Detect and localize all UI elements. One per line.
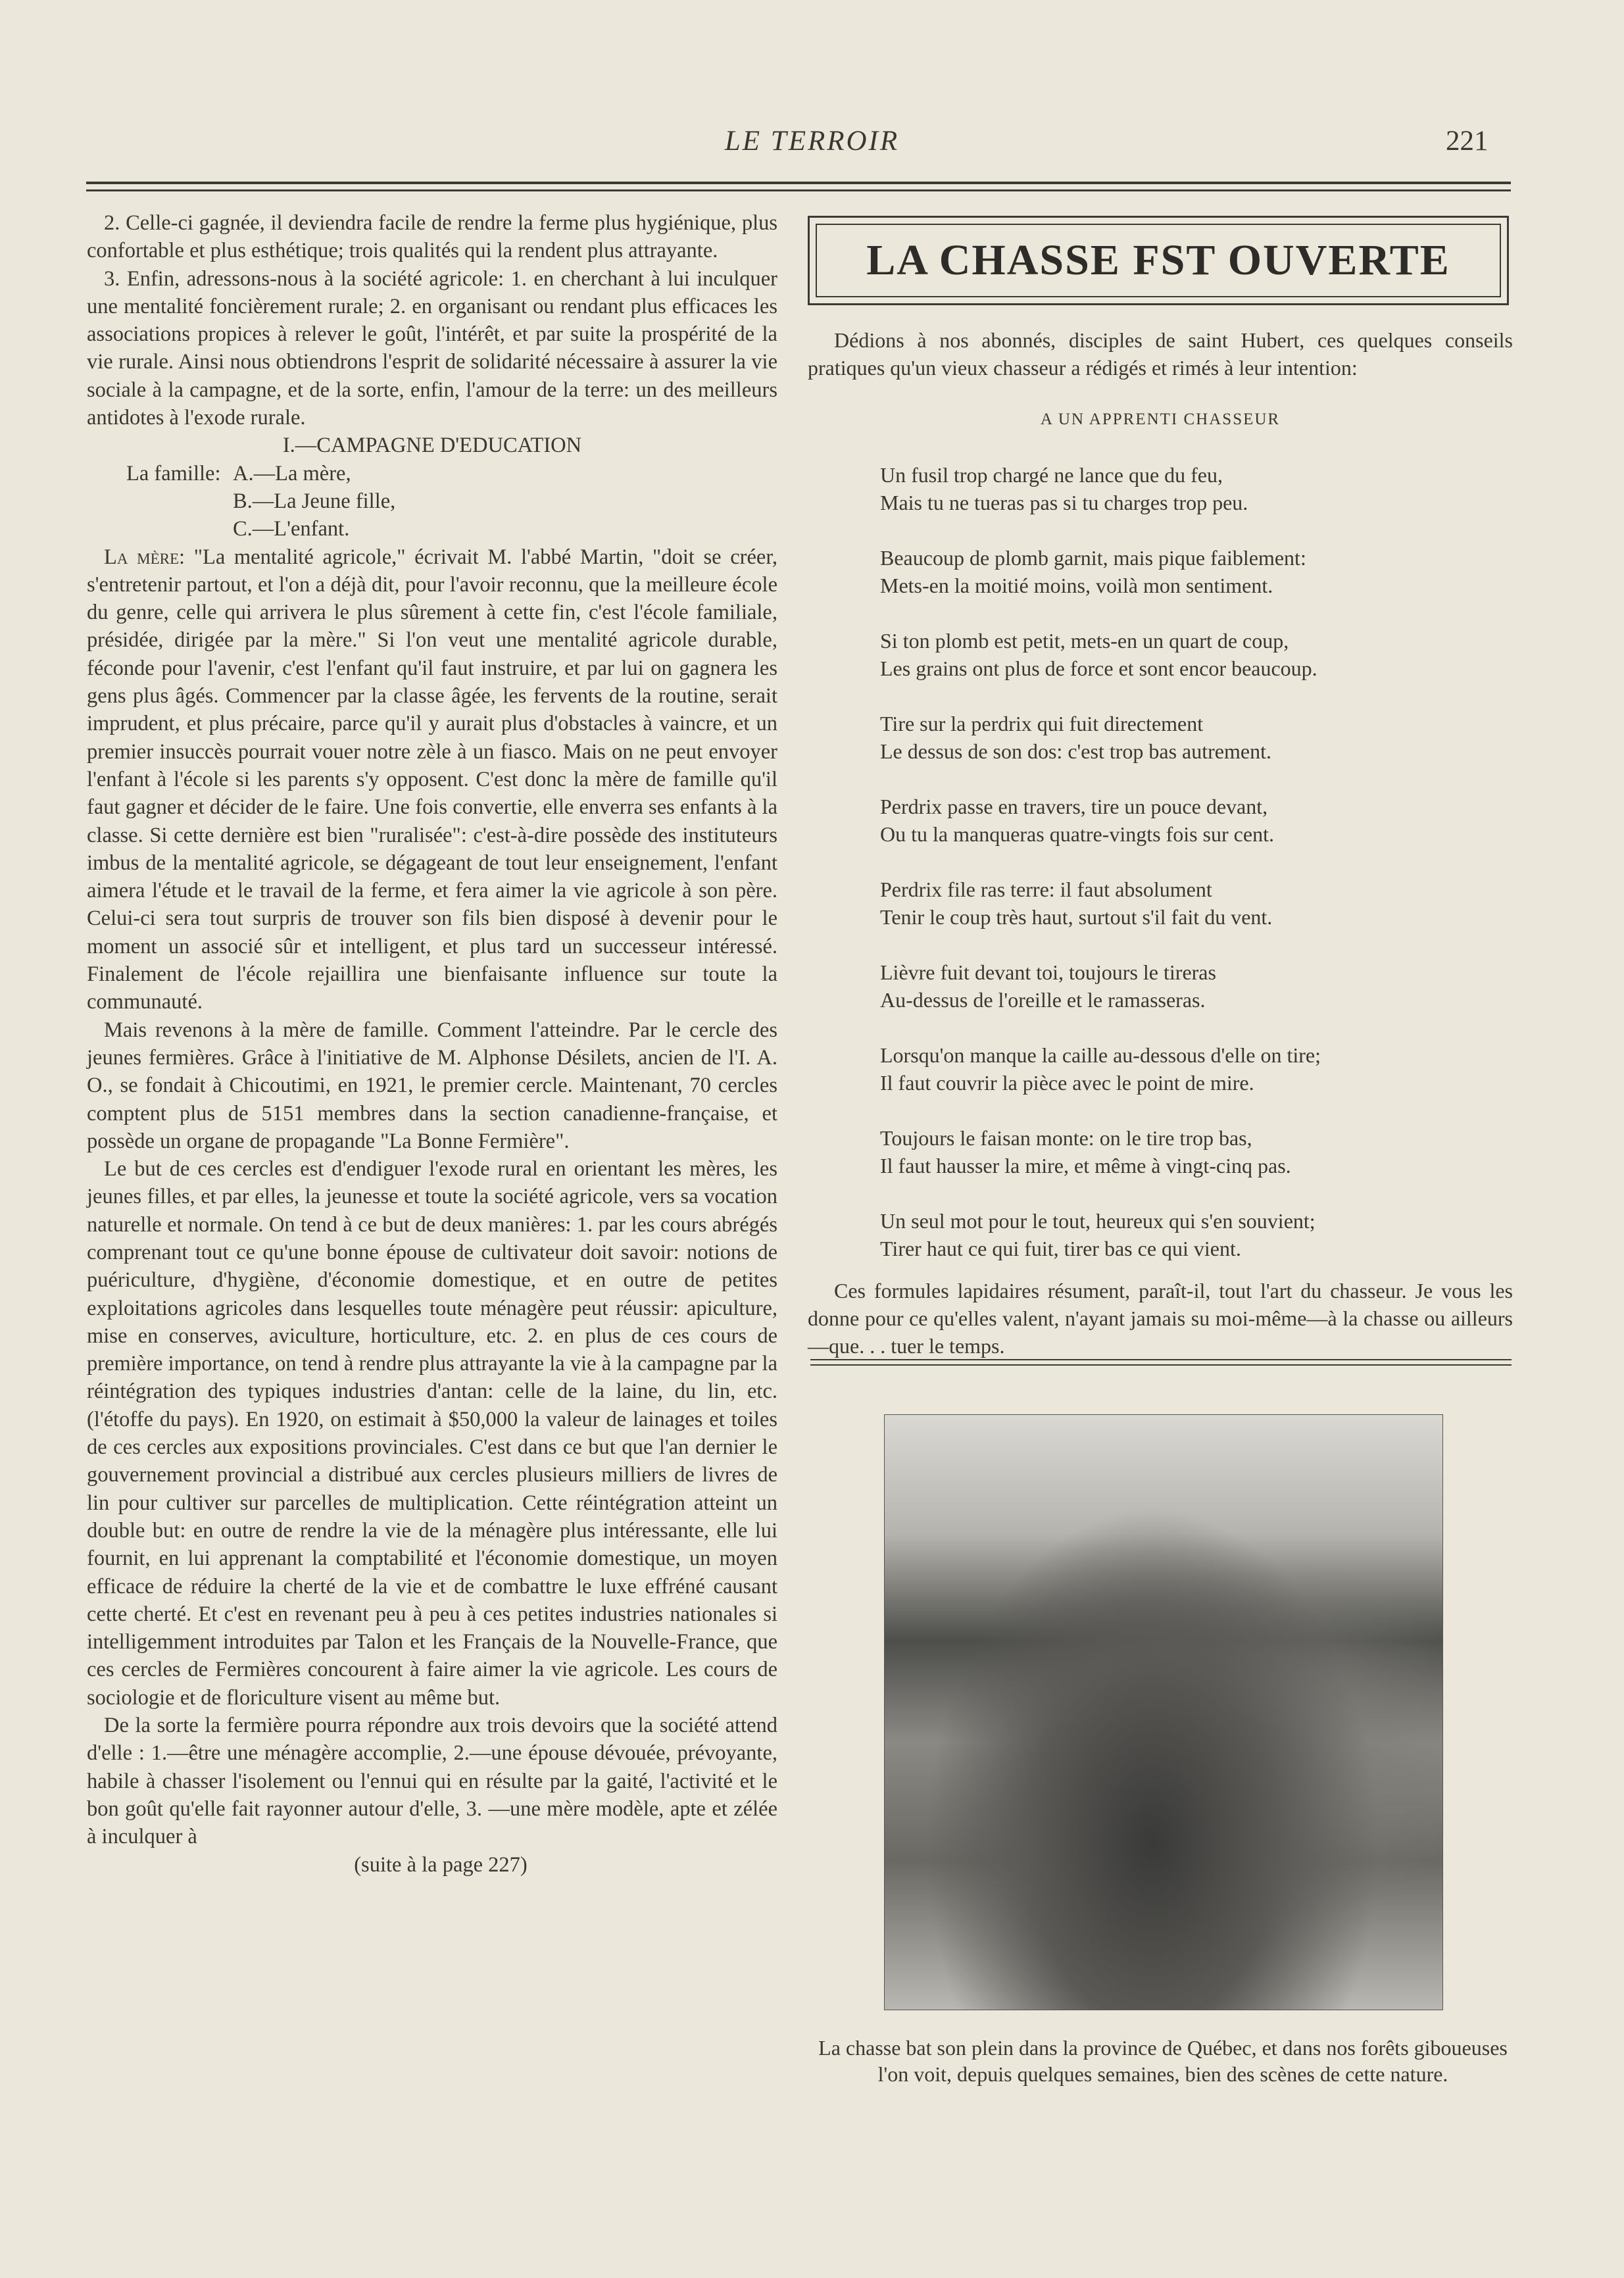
poem-line: Tire sur la perdrix qui fuit directement [880,712,1204,735]
poem-line: Perdrix passe en travers, tire un pouce devant, [880,795,1268,818]
poem-line: Tirer haut ce qui fuit, tirer bas ce qui vient. [880,1237,1241,1260]
poem-line: Si ton plomb est petit, mets-en un quart de coup, [880,629,1289,653]
poem-line: Il faut hausser la mire, et même à vingt-cinq pas. [880,1154,1291,1177]
article-title-box [808,216,1509,305]
poem-line: Lorsqu'on manque la caille au-dessous d'elle on tire; [880,1043,1321,1067]
poem-line: Ou tu la manqueras quatre-vingts fois sur cent. [880,822,1274,846]
divider-rule-top [810,1359,1512,1360]
poem-line: Le dessus de son dos: c'est trop bas autrement. [880,739,1271,763]
poem-stanza [880,958,1505,1014]
article-intro: Dédions à nos abonnés, disciples de saint Hubert, ces quelques conseils pratiques qu'un vieux chasseur a rédigés et rimés à leur intention: [808,328,1513,380]
left-column [87,209,777,1879]
paragraph-3: "La mentalité agricole," écrivait M. l'abbé Martin, "doit se créer, s'entretenir partout, et l'on a déjà dit, pour l'avoir reconnu, que la meilleure école du genre, celle qui arrivera le plus sûrement à cette fin, c'est l'école familiale, présidée, dirigée par la mère." Si l'on veut une mentalité agricole durable, féconde pour l'avenir, c'est l'enfant qu'il faut instruire, et par lui on gagnera les gens plus âgés. Commencer par la classe âgée, les fervents de la routine, serait imprudent, et plus précaire, parce qu'il y aurait plus d'obstacles à vaincre, et un premier insuccès pourrait vouer notre zèle à un fiasco. Mais on ne peut envoyer l'enfant à l'école si les parents s'y opposent. C'est donc la mère de famille qu'il faut gagner et décider de le faire. Une fois convertie, elle enverra ses enfants à la classe. Si cette dernière est bien "ruralisée": c'est-à-dire possède des instituteurs imbus de la mentalité agricole, se dégageant de tout leur enseignement, l'enfant aimera l'étude et le travail de la ferme, et fera aimer la vie agricole à son père. Celui-ci sera tout surpris de trouver son fils bien disposé à devenir pour le moment un associé sûr et intelligent, et plus tard un successeur intéressé. Finalement de l'école rejaillira une bienfaisante influence sur toute la communauté. [87,545,778,1014]
poem [880,461,1505,1290]
poem-stanza [880,710,1505,765]
poem-line: Un fusil trop chargé ne lance que du feu, [880,463,1223,487]
poem-stanza [880,544,1505,599]
poem-stanza [880,461,1505,516]
article-title: LA CHASSE FST OUVERTE [866,236,1450,284]
poem-line: Mets-en la moitié moins, voilà mon sentiment. [880,574,1273,597]
poem-line: Lièvre fuit devant toi, toujours le tireras [880,960,1216,984]
poem-line: Toujours le faisan monte: on le tire trop bas, [880,1126,1252,1150]
poem-stanza [880,793,1505,848]
famille-item-c: C.—L'enfant. [233,517,350,541]
paragraph-4: Mais revenons à la mère de famille. Comment l'atteindre. Par le cercle des jeunes fermières. Grâce à l'initiative de M. Alphonse Désilets, ancien de l'I. A. O., se fondait à Chicoutimi, en 1921, le premier cercle. Maintenant, 70 cercles comptent plus de 5151 membres dans la section canadienne-française, et possède un organe de propagande "La Bonne Fermière". [87,1018,777,1153]
poem-subheading: A UN APPRENTI CHASSEUR [1040,410,1281,428]
paragraph-1: 2. Celle-ci gagnée, il deviendra facile de rendre la ferme plus hygiénique, plus confortable et plus esthétique; trois qualités qui la rendent plus attrayante. [87,211,777,263]
continued-note: (suite à la page 227) [354,1852,528,1877]
poem-line: Un seul mot pour le tout, heureux qui s'en souvient; [880,1209,1316,1233]
poem-stanza [880,1041,1505,1097]
poem-line: Les grains ont plus de force et sont encor beaucoup. [880,656,1317,680]
running-header-title: LE TERROIR [724,126,900,157]
poem-stanza [880,1124,1505,1179]
famille-list [87,460,777,543]
poem-line: Au-dessus de l'oreille et le ramasseras. [880,988,1206,1012]
paragraph-5: Le but de ces cercles est d'endiguer l'exode rural en orientant les mères, les jeunes filles, et par elles, la jeunesse et toute la société agricole, vers sa vocation naturelle et normale. On tend à ce but de deux manières: 1. par les cours abrégés comprenant tout ce qu'une bonne épouse de cultivateur doit savoir: notions de puériculture, d'hygiène, d'économie domestique, et en outre de petites exploitations agricoles dans lesquelles toute ménagère peut réussir: apiculture, mise en conserves, aviculture, horticulture, etc. 2. en plus de ces cours de première importance, on tend à rendre plus attrayante la vie à la campagne par la réintégration des typiques industries d'antan: celle de la laine, du lin, etc. (l'étoffe du pays). En 1920, on estimait à $50,000 la valeur de lainages et toiles de ces cercles aux expositions provinciales. C'est dans ce but que l'an dernier le gouvernement provincial a distribué aux cercles plusieurs milliers de livres de lin pour cultiver sur parcelles de multiplication. Cette réintégration atteint un double but: en outre de rendre la vie de la ménagère plus intéressante, elle lui fournit, en lui apprenant la comptabilité et l'économie domestique, un moyen efficace de réduire la cherté de la vie et de combattre le luxe effréné causant cette cherté. Et c'est en revenant peu à peu à ces petites industries nationales si intelligemment introduites par Talon et les Français de la Nouvelle-France, que ces cercles de Fermières concourent à faire aimer la vie agricole. Les cours de sociologie et de floriculture visent au même but. [87,1157,777,1710]
famille-item-a: A.—La mère, [233,461,351,485]
poem-line: Tenir le coup très haut, surtout s'il fait du vent. [880,905,1273,929]
paragraph-2: 3. Enfin, adressons-nous à la société agricole: 1. en cherchant à lui inculquer une mentalité foncièrement rurale; 2. en organisant ou rendant plus efficaces les associations propices à relever le goût, l'intérêt, et par suite la prospérité de la vie rurale. Ainsi nous obtiendrons l'esprit de solidarité nécessaire à assurer la vie sociale à la campagne, et de la sorte, enfin, l'amour de la terre: un des meilleurs antidotes à l'exode rurale. [87,266,777,430]
header-rule-bottom [86,189,1511,191]
article-closing: Ces formules lapidaires résument, paraît-il, tout l'art du chasseur. Je vous les donne pour ce qu'elles valent, n'ayant jamais su moi-même—à la chasse ou ailleurs—que. . . tuer le temps. [808,1279,1513,1358]
poem-line: Mais tu ne tueras pas si tu charges trop peu. [880,491,1248,514]
poem-stanza [880,627,1505,682]
paragraph-6: De la sorte la fermière pourra répondre aux trois devoirs que la société attend d'elle : 1.—être une ménagère accomplie, 2.—une épouse dévouée, prévoyante, habile à chasser l'isolement ou l'ennui qui en résulte par la gaité, l'activité et le bon goût qu'elle fait rayonner autour d'elle, 3. —une mère modèle, apte et zélée à inculquer à [87,1714,777,1849]
section-heading: I.—CAMPAGNE D'EDUCATION [282,433,582,458]
paragraph-la-mere [87,543,777,1016]
hunting-photo [884,1414,1443,2010]
poem-line: Beaucoup de plomb garnit, mais pique faiblement: [880,546,1306,570]
poem-stanza [880,1207,1505,1262]
photo-caption: La chasse bat son plein dans la province de Québec, et dans nos forêts giboueuses l'on voit, depuis quelques semaines, bien des scènes de cette nature. [818,2036,1508,2086]
poem-line: Perdrix file ras terre: il faut absolument [880,878,1212,901]
la-mere-label: La mère: [104,545,185,569]
famille-item-b: B.—La Jeune fille, [233,489,396,513]
page-number: 221 [1446,126,1489,157]
header-rule-top [86,182,1511,184]
famille-label: La famille: [126,461,221,485]
divider-rule-bottom [810,1364,1512,1366]
poem-line: Il faut couvrir la pièce avec le point de mire. [880,1071,1254,1095]
poem-stanza [880,876,1505,931]
